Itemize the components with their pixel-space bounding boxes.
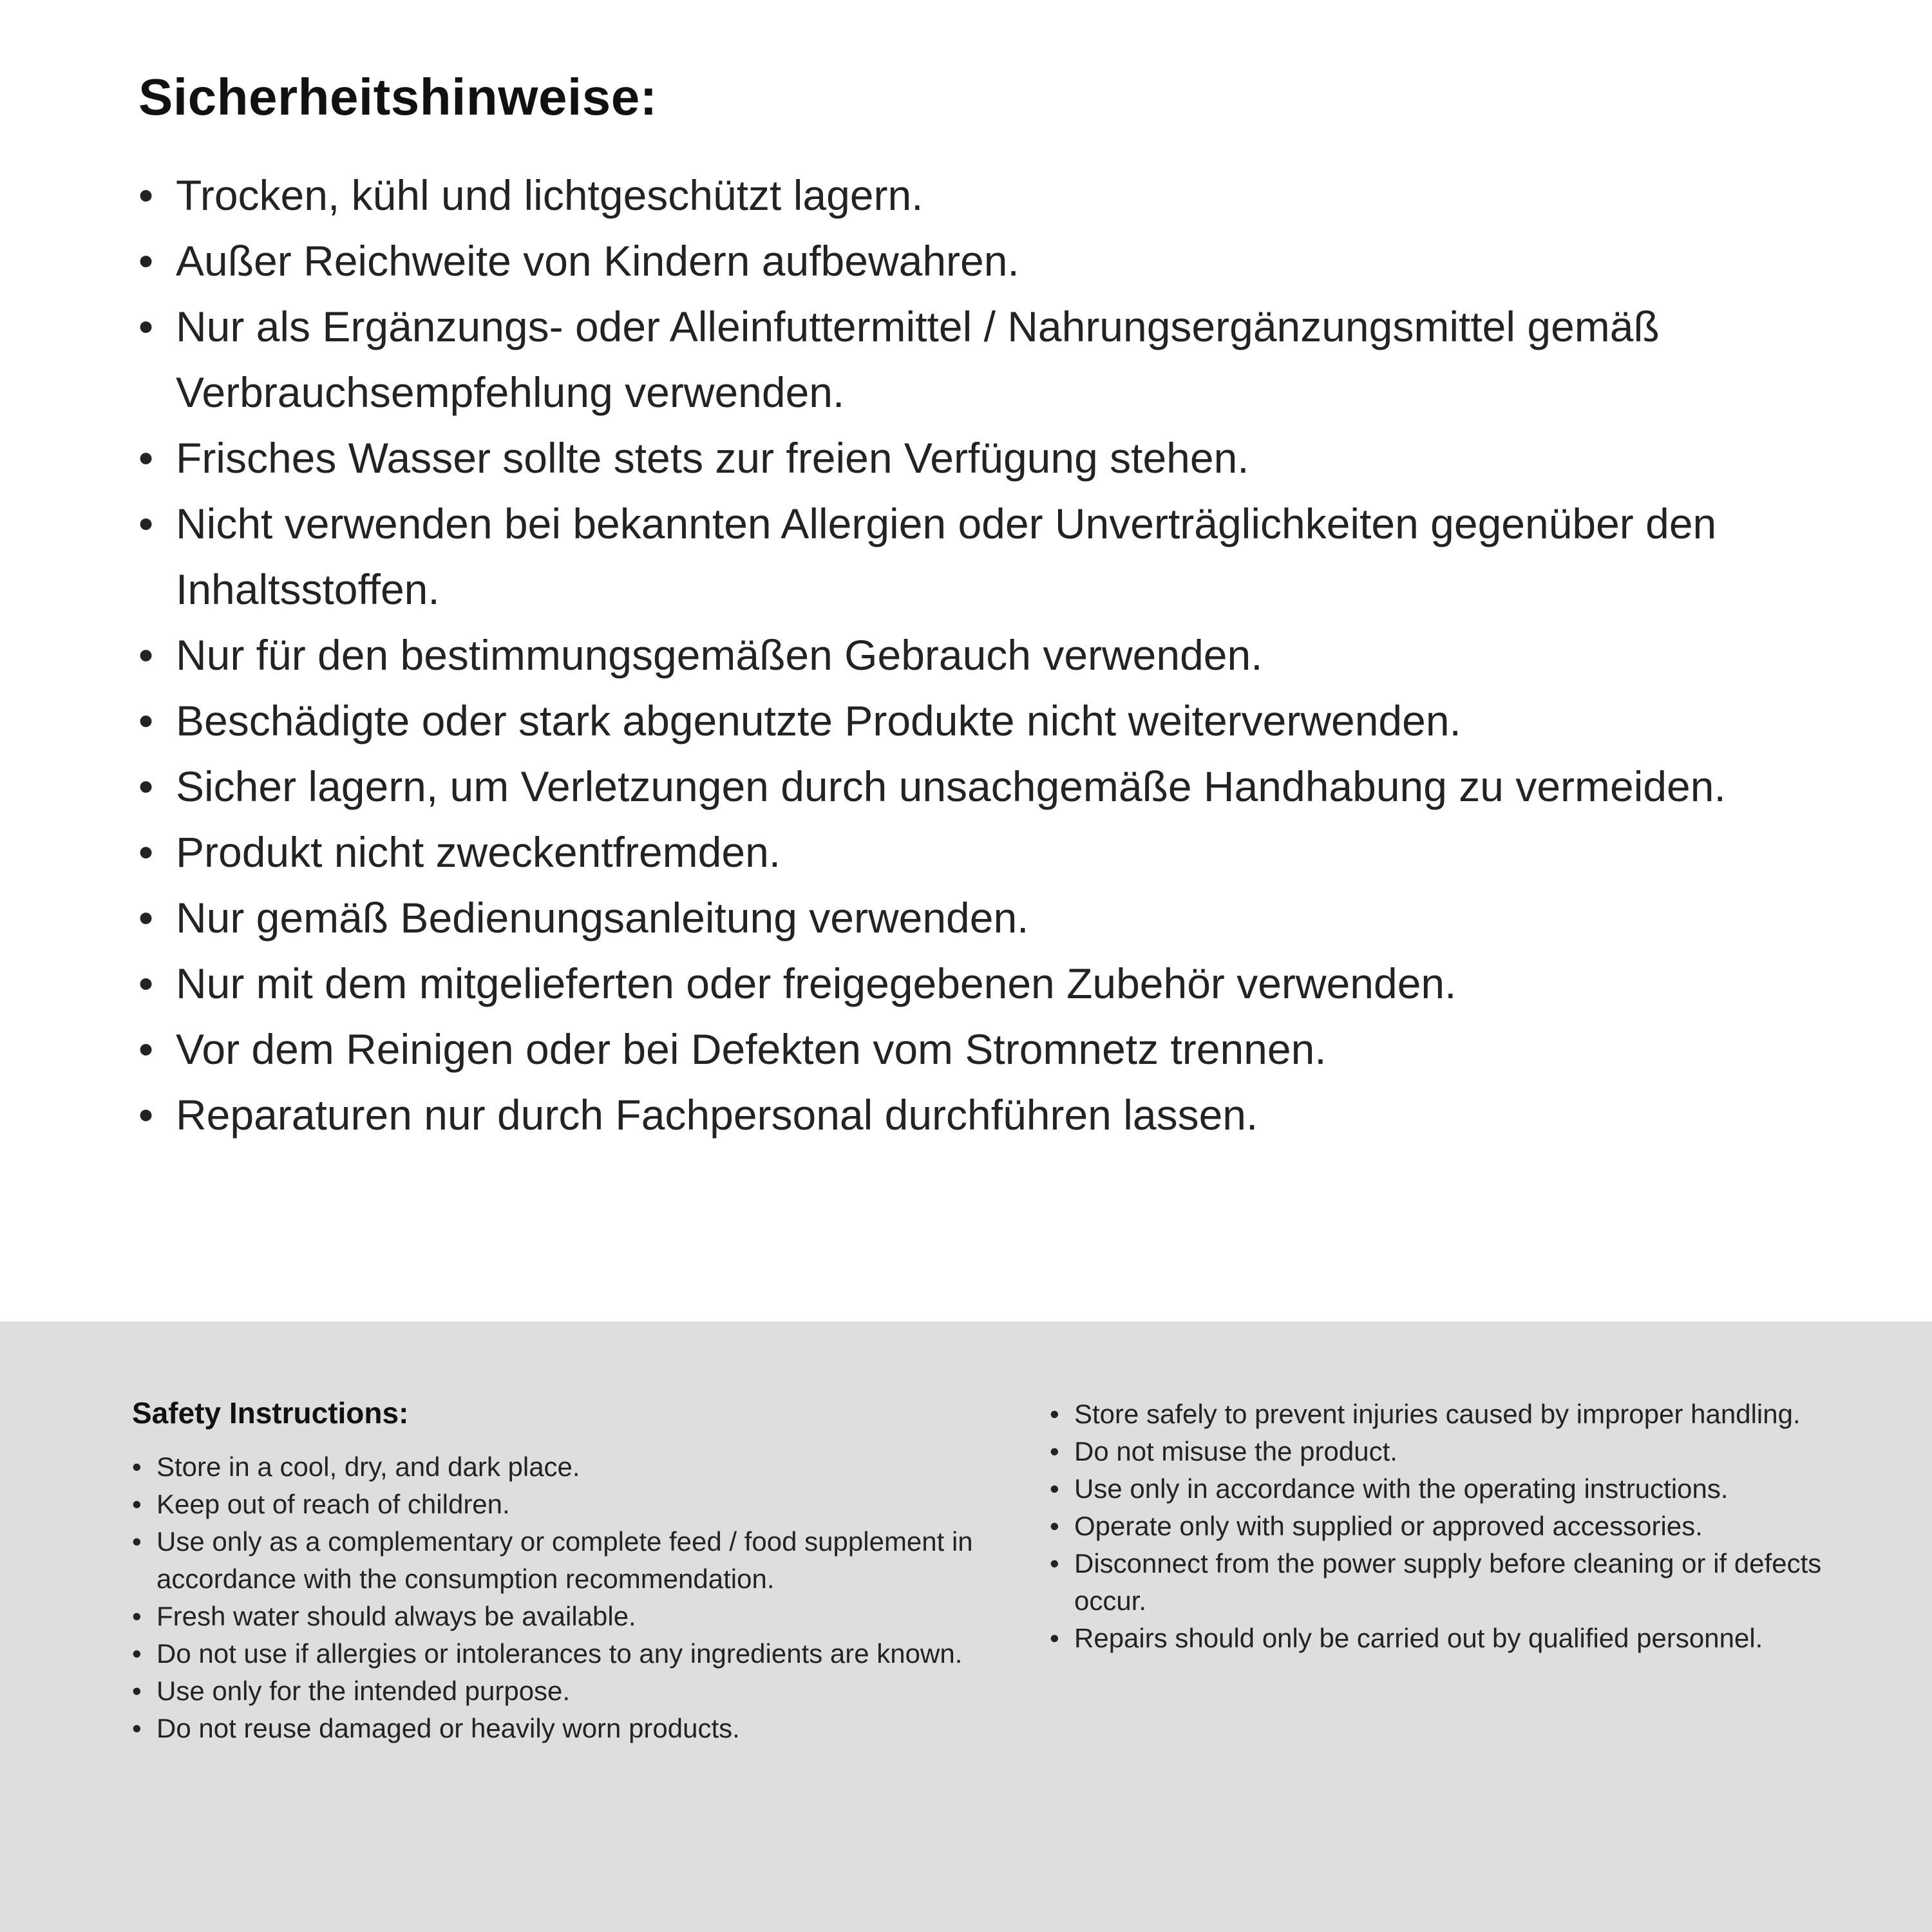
german-safety-item-text: Nur mit dem mitgelieferten oder freigegebenen Zubehör verwenden.	[176, 960, 1457, 1007]
english-safety-item	[1050, 1433, 1880, 1470]
bullet-marker: •	[138, 631, 154, 679]
bullet-marker: •	[132, 1452, 142, 1482]
german-safety-list	[138, 162, 1787, 1148]
english-safety-item-text: Do not reuse damaged or heavily worn products.	[156, 1713, 740, 1743]
english-safety-item	[132, 1710, 1014, 1747]
english-safety-item	[132, 1486, 1014, 1523]
bullet-marker: •	[1050, 1473, 1059, 1504]
bullet-marker: •	[138, 697, 154, 744]
english-safety-list-right	[1050, 1396, 1880, 1657]
english-safety-item	[132, 1598, 1014, 1635]
german-safety-item	[138, 885, 1787, 951]
german-safety-item-text: Nicht verwenden bei bekannten Allergien oder Unverträglichkeiten gegenüber den Inhaltsstoffen.	[176, 500, 1717, 613]
english-safety-item	[132, 1635, 1014, 1672]
german-safety-item	[138, 1082, 1787, 1148]
english-section-title: Safety Instructions:	[132, 1396, 409, 1430]
german-safety-item	[138, 951, 1787, 1016]
german-safety-item-text: Produkt nicht zweckentfremden.	[176, 828, 781, 876]
english-safety-item-text: Do not use if allergies or intolerances to any ingredients are known.	[156, 1638, 963, 1669]
bullet-marker: •	[1050, 1399, 1059, 1429]
bullet-marker: •	[1050, 1511, 1059, 1541]
english-safety-item-text: Store safely to prevent injuries caused by improper handling.	[1074, 1399, 1801, 1429]
english-safety-item-text: Use only as a complementary or complete feed / food supplement in accordance with the consumption recommendation.	[156, 1526, 973, 1594]
english-safety-item	[1050, 1508, 1880, 1545]
english-safety-item	[1050, 1620, 1880, 1657]
german-safety-item-text: Sicher lagern, um Verletzungen durch unsachgemäße Handhabung zu vermeiden.	[176, 762, 1726, 810]
bullet-marker: •	[132, 1526, 142, 1557]
english-safety-item	[1050, 1545, 1880, 1620]
english-left-column	[132, 1396, 1014, 1747]
bullet-marker: •	[1050, 1436, 1059, 1466]
german-safety-item-text: Frisches Wasser sollte stets zur freien Verfügung stehen.	[176, 434, 1249, 482]
bullet-marker: •	[132, 1676, 142, 1706]
bullet-marker: •	[132, 1601, 142, 1631]
english-safety-item-text: Disconnect from the power supply before cleaning or if defects occur.	[1074, 1548, 1822, 1616]
english-right-column	[1050, 1396, 1880, 1657]
bullet-marker: •	[138, 894, 154, 942]
german-safety-item-text: Reparaturen nur durch Fachpersonal durchführen lassen.	[176, 1091, 1258, 1139]
english-safety-item	[1050, 1396, 1880, 1433]
bullet-marker: •	[138, 237, 154, 285]
english-safety-item-text: Repairs should only be carried out by qualified personnel.	[1074, 1623, 1763, 1653]
german-safety-item-text: Nur als Ergänzungs- oder Alleinfuttermittel / Nahrungsergänzungsmittel gemäß Verbrauchsempfehlung verwenden.	[176, 303, 1660, 416]
english-safety-item-text: Use only in accordance with the operating instructions.	[1074, 1473, 1728, 1504]
german-safety-item	[138, 622, 1787, 688]
bullet-marker: •	[138, 171, 154, 219]
bullet-marker: •	[138, 303, 154, 350]
english-safety-item-text: Store in a cool, dry, and dark place.	[156, 1452, 580, 1482]
bullet-marker: •	[138, 1025, 154, 1073]
german-safety-item	[138, 753, 1787, 819]
bullet-marker: •	[138, 762, 154, 810]
english-safety-item-text: Fresh water should always be available.	[156, 1601, 636, 1631]
bullet-marker: •	[138, 500, 154, 547]
german-safety-item	[138, 425, 1787, 491]
german-safety-item	[138, 294, 1787, 425]
german-safety-item	[138, 819, 1787, 885]
bullet-marker: •	[138, 434, 154, 482]
english-safety-item-text: Do not misuse the product.	[1074, 1436, 1397, 1466]
bullet-marker: •	[132, 1638, 142, 1669]
english-safety-item	[1050, 1470, 1880, 1508]
german-safety-item-text: Nur gemäß Bedienungsanleitung verwenden.	[176, 894, 1029, 942]
german-safety-item	[138, 1016, 1787, 1082]
english-safety-section	[0, 1321, 1932, 1932]
english-safety-item	[132, 1672, 1014, 1710]
german-section-title: Sicherheitshinweise:	[138, 68, 658, 126]
english-safety-item-text: Keep out of reach of children.	[156, 1489, 510, 1519]
english-safety-list-left	[132, 1448, 1014, 1747]
bullet-marker: •	[138, 828, 154, 876]
bullet-marker: •	[138, 1091, 154, 1139]
bullet-marker: •	[1050, 1623, 1059, 1653]
english-safety-item	[132, 1523, 1014, 1598]
german-safety-item	[138, 491, 1787, 622]
german-safety-item-text: Außer Reichweite von Kindern aufbewahren.	[176, 237, 1019, 285]
bullet-marker: •	[138, 960, 154, 1007]
german-safety-item-text: Beschädigte oder stark abgenutzte Produkte nicht weiterverwenden.	[176, 697, 1461, 744]
bullet-marker: •	[132, 1489, 142, 1519]
german-safety-item-text: Trocken, kühl und lichtgeschützt lagern.	[176, 171, 923, 219]
german-safety-item	[138, 228, 1787, 294]
bullet-marker: •	[132, 1713, 142, 1743]
german-safety-item-text: Vor dem Reinigen oder bei Defekten vom Stromnetz trennen.	[176, 1025, 1327, 1073]
german-safety-item	[138, 162, 1787, 228]
english-safety-item-text: Use only for the intended purpose.	[156, 1676, 571, 1706]
english-safety-item	[132, 1448, 1014, 1486]
german-safety-item-text: Nur für den bestimmungsgemäßen Gebrauch verwenden.	[176, 631, 1263, 679]
english-safety-item-text: Operate only with supplied or approved accessories.	[1074, 1511, 1703, 1541]
bullet-marker: •	[1050, 1548, 1059, 1578]
german-safety-item	[138, 688, 1787, 753]
